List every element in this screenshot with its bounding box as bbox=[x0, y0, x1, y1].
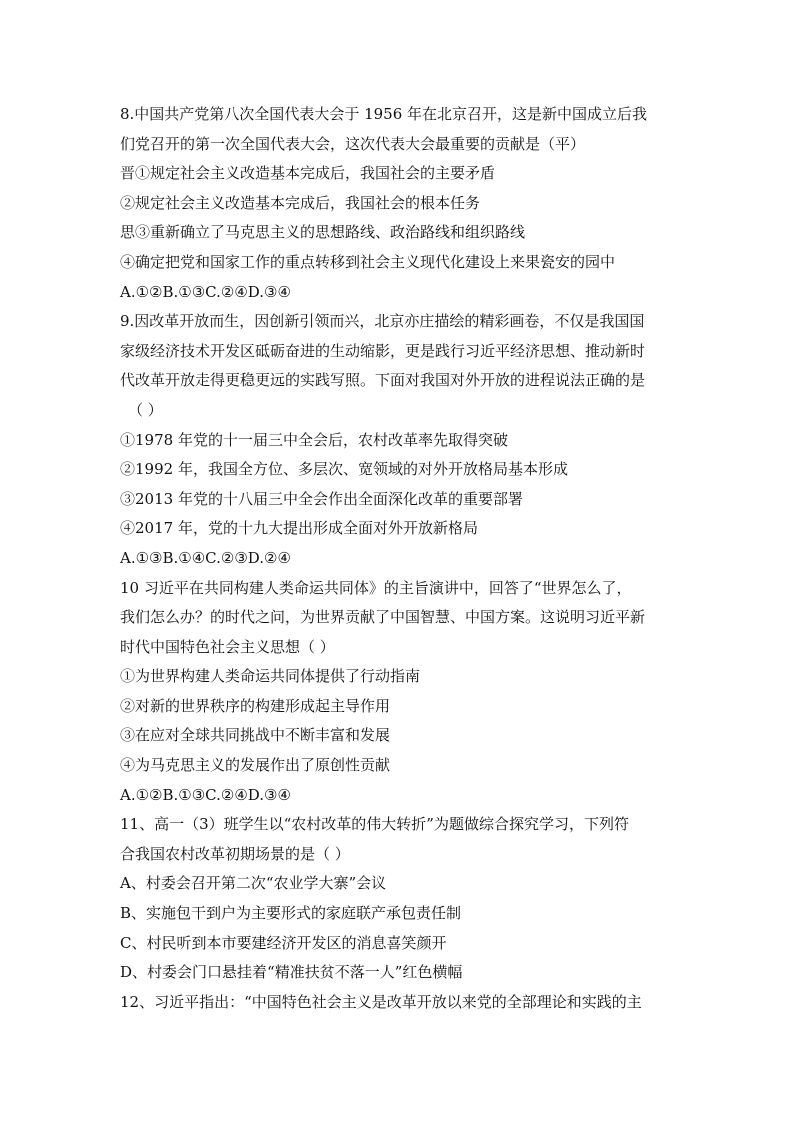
q9-option-4: ④2017 年，党的十九大提出形成全面对外开放新格局 bbox=[120, 519, 478, 538]
q10-option-4: ④为马克思主义的发展作出了原创性贡献 bbox=[120, 756, 391, 775]
q8-stem-line-1: 8.中国共产党第八次全国代表大会于 1956 年在北京召开，这是新中国成立后我 bbox=[120, 105, 648, 123]
q11-option-a: A、村委会召开第二次“农业学大寨”会议 bbox=[120, 874, 387, 893]
q11-option-d: D、村委会门口悬挂着“精准扶贫不落一人”红色横幅 bbox=[120, 963, 463, 982]
q10-stem-line-2: 我们怎么办？的时代之问，为世界贡献了中国智慧、中国方案。这说明习近平新 bbox=[120, 608, 646, 627]
document-page bbox=[120, 100, 680, 1017]
q8-option-2: ②规定社会主义改造基本完成后，我国社会的根本任务 bbox=[120, 193, 481, 212]
q9-answer-blank: （ ） bbox=[128, 400, 163, 419]
q10-option-2: ②对新的世界秩序的构建形成起主导作用 bbox=[120, 696, 391, 715]
q10-option-1: ①为世界构建人类命运共同体提供了行动指南 bbox=[120, 667, 421, 686]
q9-option-2: ②1992 年，我国全方位、多层次、宽领域的对外开放格局基本形成 bbox=[120, 460, 568, 479]
q12-stem-line-1: 12、习近平指出：“中国特色社会主义是改革开放以来党的全部理论和实践的主 bbox=[120, 992, 642, 1011]
q9-option-3: ③2013 年党的十八届三中全会作出全面深化改革的重要部署 bbox=[120, 489, 523, 508]
q11-stem-line-2: 合我国农村改革初期场景的是（ ） bbox=[120, 844, 350, 863]
q11-option-b: B、实施包干到户为主要形式的家庭联产承包责任制 bbox=[120, 904, 462, 923]
q8-choices: A.①②B.①③C.②④D.③④ bbox=[120, 282, 291, 301]
q11-stem-line-1: 11、高一（3）班学生以“农村改革的伟大转折”为题做综合探究学习，下列符 bbox=[120, 815, 629, 834]
q11-option-c: C、村民听到本市要建经济开发区的消息喜笑颜开 bbox=[120, 933, 447, 952]
q10-stem-line-3: 时代中国特色社会主义思想（ ） bbox=[120, 637, 335, 656]
q10-option-3: ③在应对全球共同挑战中不断丰富和发展 bbox=[120, 726, 391, 745]
q8-option-3: 思③重新确立了马克思主义的思想路线、政治路线和组织路线 bbox=[120, 223, 526, 242]
q9-stem-line-1: 9.因改革开放而生，因创新引领而兴，北京亦庄描绘的精彩画卷，不仅是我国国 bbox=[120, 312, 645, 331]
q9-choices: A.①③B.①④C.②③D.②④ bbox=[120, 548, 291, 567]
q9-option-1: ①1978 年党的十一届三中全会后，农村改革率先取得突破 bbox=[120, 430, 508, 449]
q8-option-1: 晋①规定社会主义改造基本完成后，我国社会的主要矛盾 bbox=[120, 164, 496, 183]
q9-stem-line-2: 家级经济技术开发区砥砺奋进的生动缩影，更是践行习近平经济思想、推动新时 bbox=[120, 341, 646, 360]
q9-stem-line-3: 代改革开放走得更稳更远的实践写照。下面对我国对外开放的进程说法正确的是 bbox=[120, 371, 646, 390]
q8-stem-line-2: 们党召开的第一次全国代表大会，这次代表大会最重要的贡献是（平） bbox=[120, 134, 586, 153]
q10-choices: A.①②B.①③C.②④D.③④ bbox=[120, 785, 291, 804]
q10-stem-line-1: 10 习近平在共同构建人类命运共同体》的主旨演讲中，回答了“世界怎么了， bbox=[120, 578, 632, 597]
q8-option-4: ④确定把党和国家工作的重点转移到社会主义现代化建设上来果瓷安的园中 bbox=[120, 252, 616, 271]
